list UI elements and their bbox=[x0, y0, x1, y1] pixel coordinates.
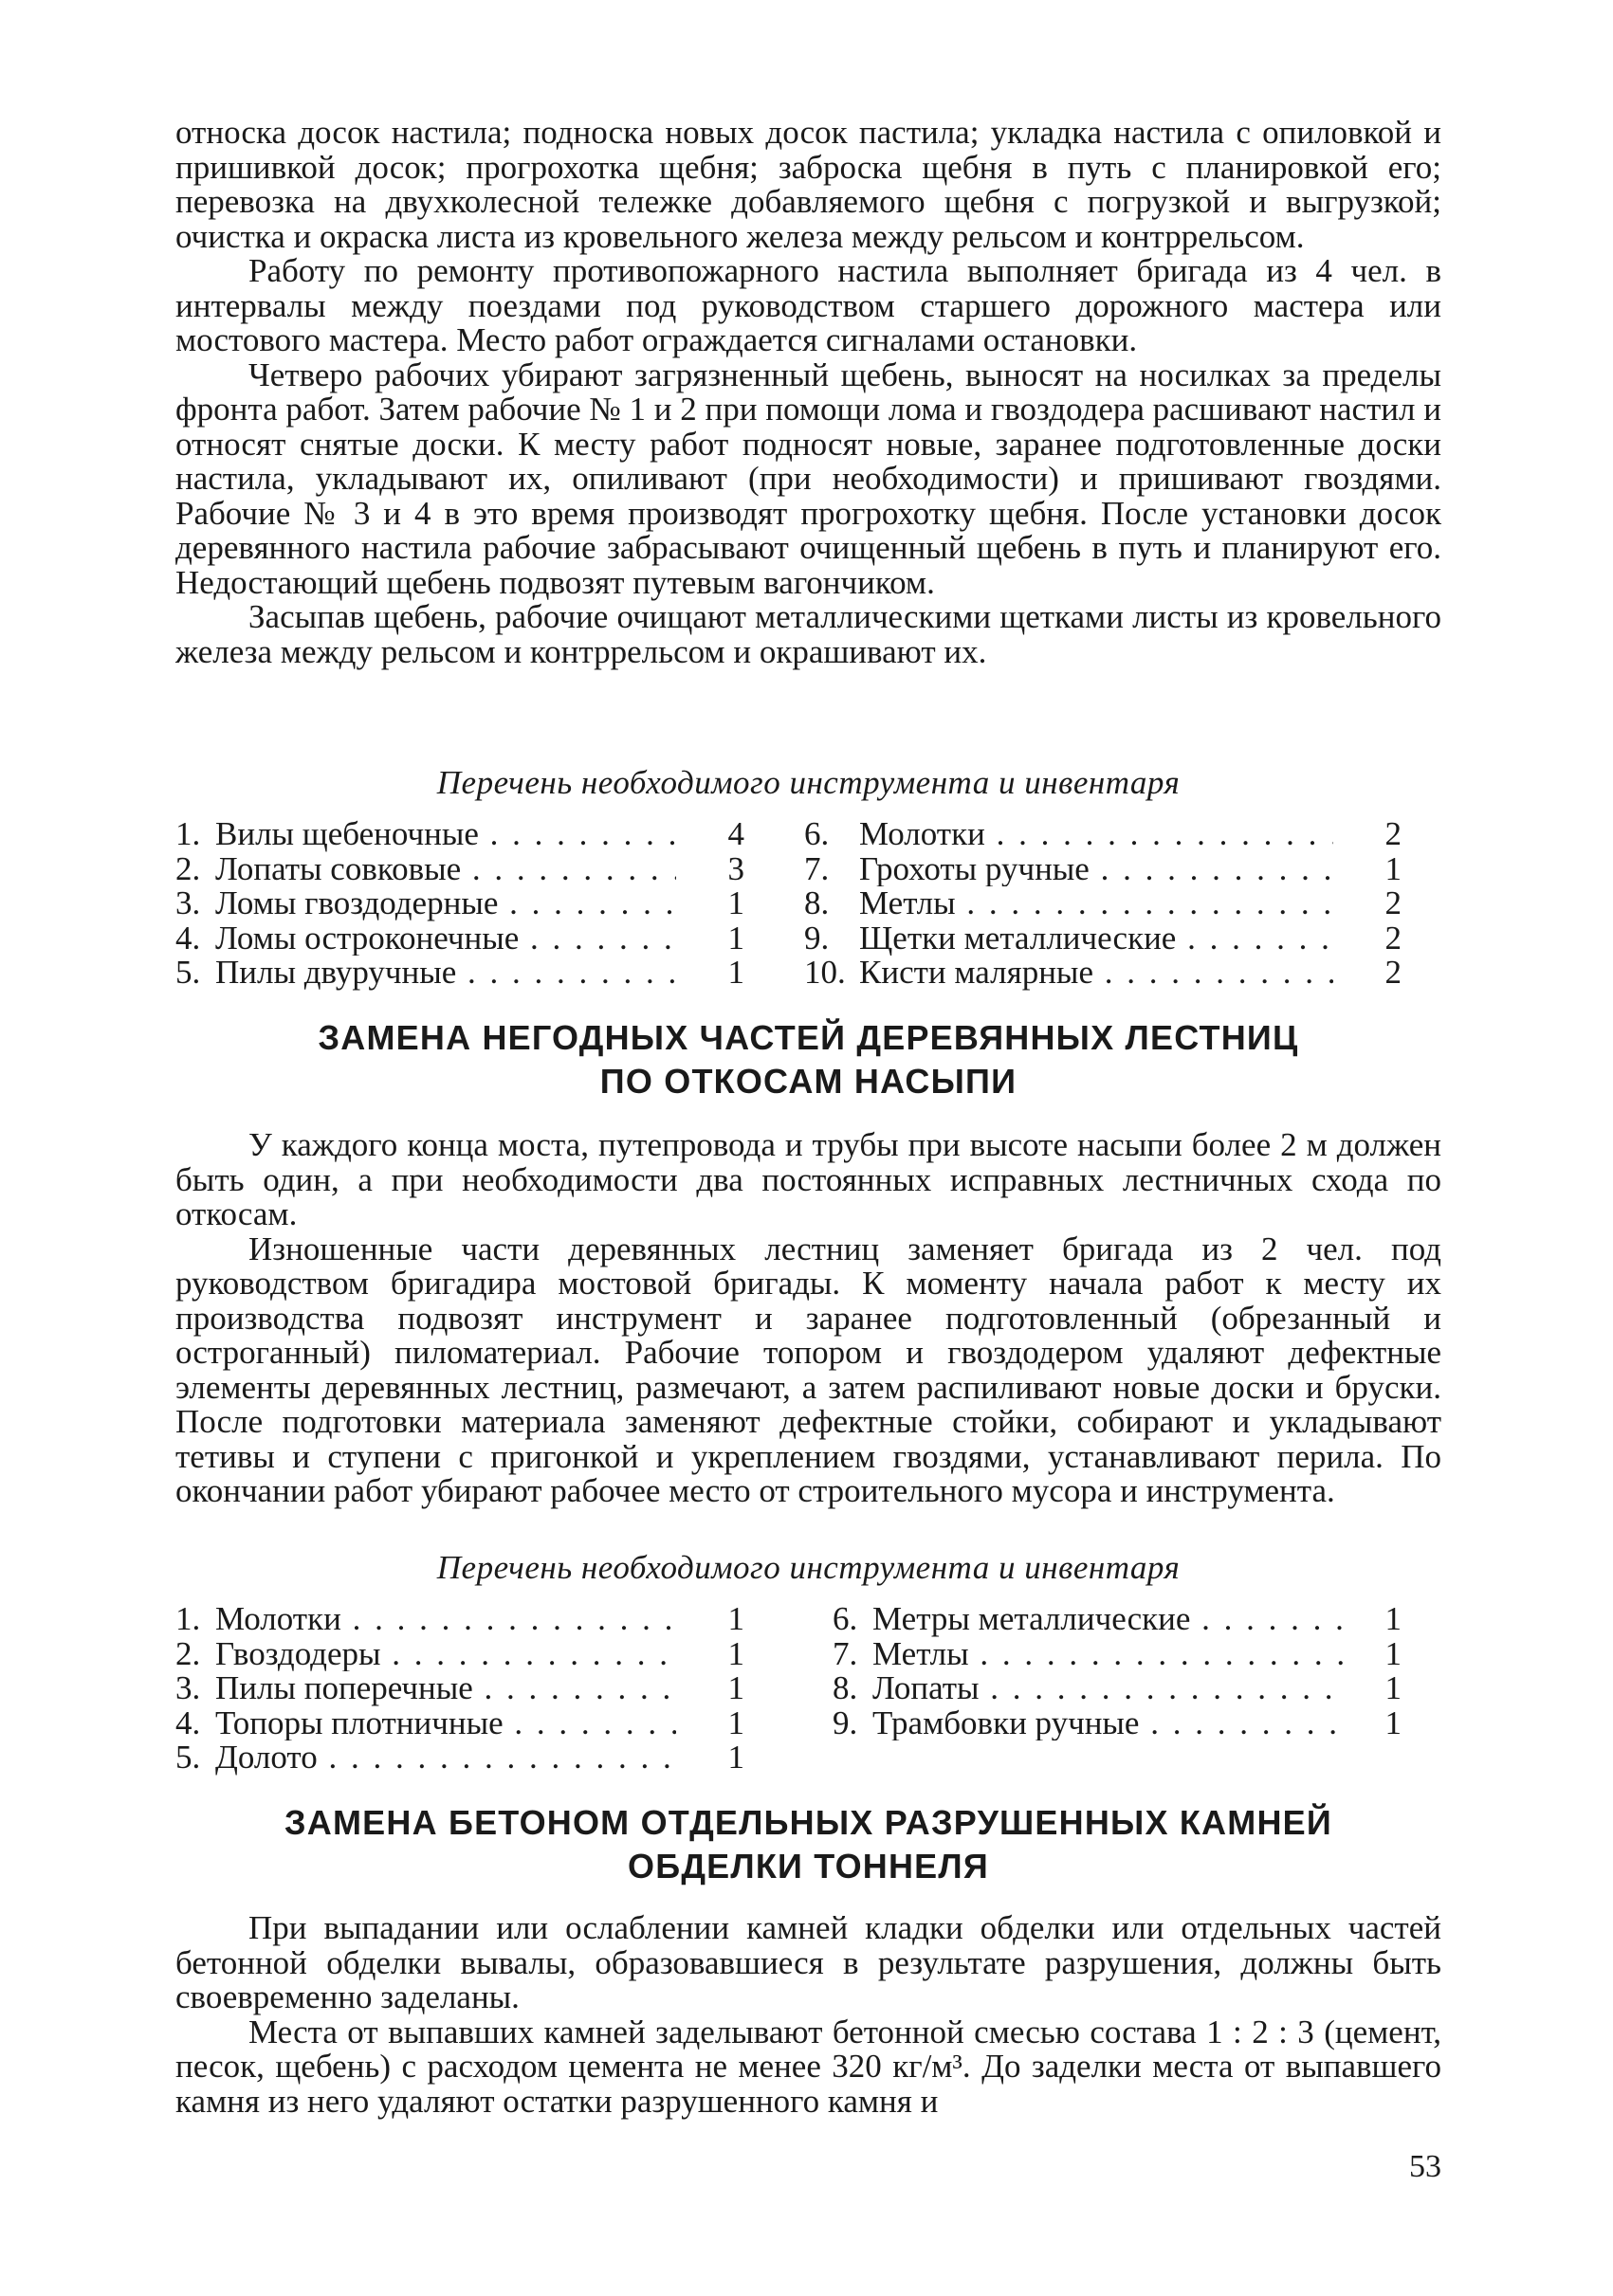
list-caption: Перечень необходимого инструмента и инвентаря bbox=[436, 1549, 1181, 1586]
list-item: 2. Гвоздодеры . . . 1 bbox=[175, 1637, 744, 1672]
paragraph: При выпадании или ослаблении камней кладки обделки или отдельных частей бетонной обделки вывалы, образовавшиеся в результате разрушения, должны быть своевременно заделаны. bbox=[175, 1909, 1441, 2015]
list1-left-column bbox=[175, 817, 744, 991]
paragraph: Засыпав щебень, рабочие очищают металлическими щетками листы из кровельного железа между рельсом и контррельсом и окрашивают их. bbox=[175, 598, 1441, 670]
section-title: ОБДЕЛКИ ТОННЕЛЯ bbox=[628, 1847, 989, 1886]
section2-text bbox=[175, 1128, 1441, 1509]
paragraph: относка досок настила; подноска новых досок пастила; укладка настила с опиловкой и пришивкой досок; прогрохотка щебня; заброска щебня в путь с планировкой его; перевозка на двухколесной тележке добавляемого щебня с погрузкой и выгрузкой; очистка и окраска листа из кровельного железа между рельсом и контррельсом. bbox=[175, 114, 1441, 255]
list-item: 1. Вилы щебеночные . . . 4 bbox=[175, 817, 744, 852]
section3-heading bbox=[175, 1801, 1441, 1888]
list2-left-column bbox=[175, 1602, 744, 1776]
section-title: ЗАМЕНА БЕТОНОМ ОТДЕЛЬНЫХ РАЗРУШЕННЫХ КАМНЕЙ bbox=[284, 1803, 1332, 1842]
list-item: 9. Щетки металлические . . . 2 bbox=[804, 921, 1402, 957]
section2-heading bbox=[175, 1016, 1441, 1103]
list2-caption-block bbox=[175, 1551, 1441, 1586]
list-item: 10. Кисти малярные . . . 2 bbox=[804, 956, 1402, 991]
list-item: 5. Пилы двуручные . . . 1 bbox=[175, 956, 744, 991]
list-caption: Перечень необходимого инструмента и инвентаря bbox=[436, 764, 1181, 801]
paragraph: У каждого конца моста, путепровода и трубы при высоте насыпи более 2 м должен быть один, а при необходимости два постоянных исправных лестничных схода по откосам. bbox=[175, 1126, 1441, 1232]
list-item: 3. Ломы гвоздодерные . . . 1 bbox=[175, 886, 744, 921]
list-item: 8. Метлы . . . 2 bbox=[804, 886, 1402, 921]
page-number: 53 bbox=[1409, 2149, 1441, 2184]
paragraph: Работу по ремонту противопожарного настила выполняет бригада из 4 чел. в интервалы между поездами под руководством старшего дорожного мастера или мостового мастера. Место работ ограждается сигналами остановки. bbox=[175, 252, 1441, 358]
list-item: 1. Молотки . . . 1 bbox=[175, 1602, 744, 1637]
list-item: 9. Трамбовки ручные . . . 1 bbox=[833, 1706, 1402, 1741]
section3-text bbox=[175, 1911, 1441, 2119]
list-item: 5. Долото . . . 1 bbox=[175, 1740, 744, 1776]
list2-right-column bbox=[833, 1602, 1402, 1740]
paragraph: Места от выпавших камней заделывают бетонной смесью состава 1 : 2 : 3 (цемент, песок, щебень) с расходом цемента не менее 320 кг/м³. До заделки места от выпавшего камня из него удаляют остатки разрушенного камня и bbox=[175, 2013, 1441, 2120]
paragraph: Четверо рабочих убирают загрязненный щебень, выносят на носилках за пределы фронта работ. Затем рабочие № 1 и 2 при помощи лома и гвоздодера расшивают настил и относят снятые доски. К месту работ подносят новые, заранее подготовленные доски настила, укладывают их, опиливают (при необходимости) и пришивают гвоздями. Рабочие № 3 и 4 в это время производят прогрохотку щебня. После установки досок деревянного настила рабочие забрасывают очищенный щебень в путь и планируют его. Недостающий щебень подвозят путевым вагончиком. bbox=[175, 355, 1441, 601]
list-item: 4. Ломы остроконечные . . . 1 bbox=[175, 921, 744, 957]
list1-caption-block bbox=[175, 766, 1441, 801]
list-item: 7. Метлы . . . 1 bbox=[833, 1637, 1402, 1672]
section-title: ЗАМЕНА НЕГОДНЫХ ЧАСТЕЙ ДЕРЕВЯННЫХ ЛЕСТНИЦ bbox=[318, 1018, 1299, 1057]
intro-text bbox=[175, 116, 1441, 669]
list-item: 8. Лопаты . . . 1 bbox=[833, 1671, 1402, 1706]
paragraph: Изношенные части деревянных лестниц заменяет бригада из 2 чел. под руководством бригадира мостовой бригады. К моменту начала работ к месту их производства подвозят инструмент и заранее подготовленный (обрезанный и остроганный) пиломатериал. Рабочие топором и гвоздодером удаляют дефектные элементы деревянных лестниц, размечают, а затем распиливают новые доски и бруски. После подготовки материала заменяют дефектные стойки, собирают и укладывают тетивы и ступени с пригонкой и укреплением гвоздями, устанавливают перила. По окончании работ убирают рабочее место от строительного мусора и инструмента. bbox=[175, 1230, 1441, 1509]
list-item: 6. Метры металлические . . . 1 bbox=[833, 1602, 1402, 1637]
list-item: 3. Пилы поперечные . . . 1 bbox=[175, 1671, 744, 1706]
list-item: 7. Грохоты ручные . . . 1 bbox=[804, 852, 1402, 887]
section-title: ПО ОТКОСАМ НАСЫПИ bbox=[599, 1062, 1017, 1101]
list1-right-column bbox=[804, 817, 1402, 991]
list-item: 4. Топоры плотничные . . . 1 bbox=[175, 1706, 744, 1741]
list-item: 2. Лопаты совковые . . . 3 bbox=[175, 852, 744, 887]
list-item: 6. Молотки . . . 2 bbox=[804, 817, 1402, 852]
